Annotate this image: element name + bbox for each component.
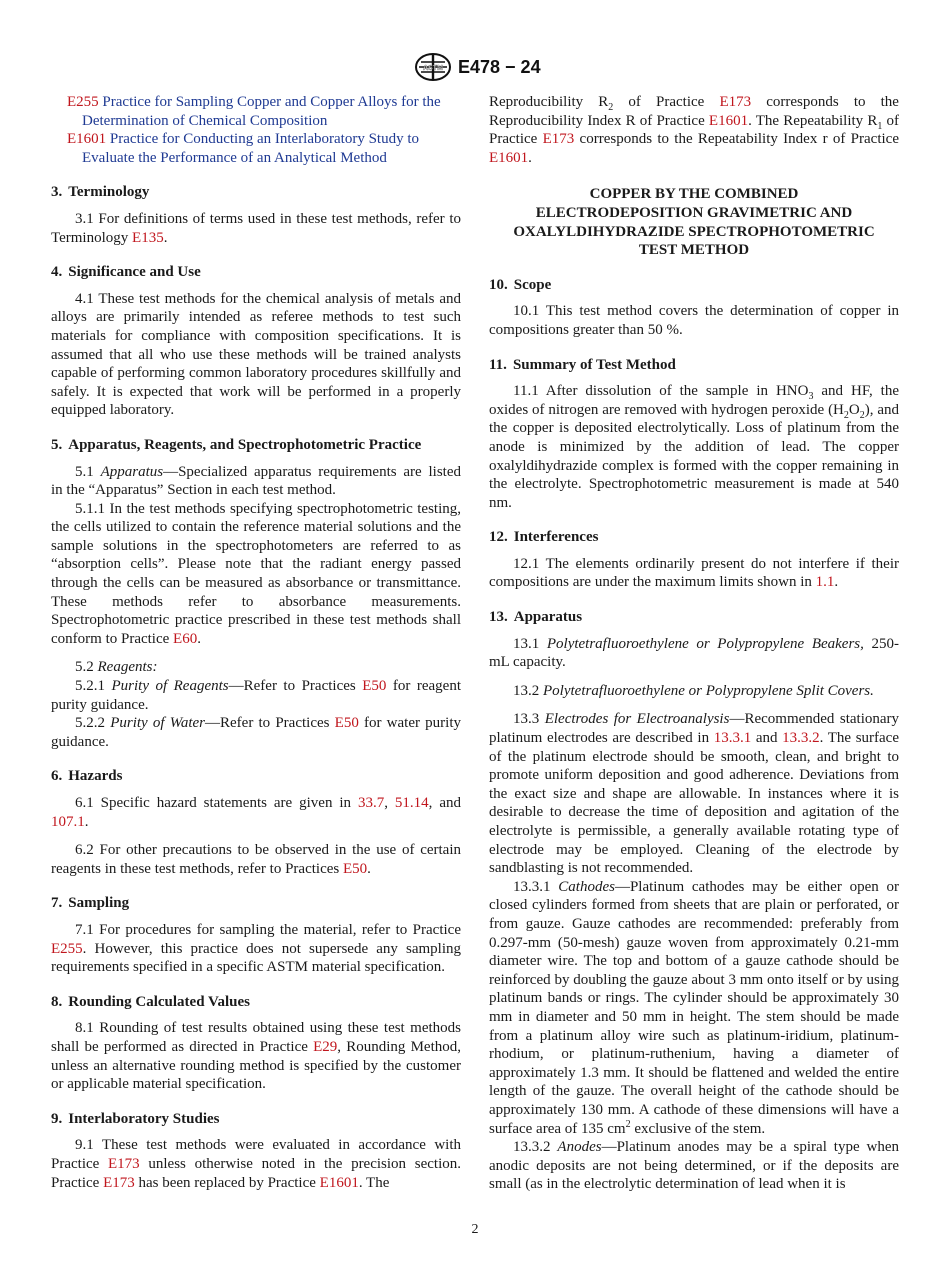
ref-link[interactable]: E135 <box>132 229 164 246</box>
paragraph: 5.2 Reagents: <box>75 659 158 676</box>
section-heading: 7. Sampling <box>51 895 130 912</box>
paragraph: 11.1 After dissolution of the sample in $HNO_3$ and HF, the oxides of nitrogen are removed with hydrogen peroxide $(H_2O_2)$, and the copper is deposited electrolytically. Loss of platinum from the anode is minimized by the addition of lead. The copper oxalyldihydrazide complex is formed with the copper remaining in the electrolyte. Spectrophotometric measurement is made at 540 nm. <box>489 383 900 511</box>
paragraph: 7.1 For procedures for sampling the material, refer to Practice E255. However, this practice does not supersede any sampling requirements specified in a specific ASTM material specification. <box>51 921 461 976</box>
page-number: 2 <box>471 1222 479 1237</box>
document-id: E478 − 24 <box>458 57 541 77</box>
ref-link[interactable]: E29 <box>313 1038 338 1055</box>
method-title: COPPER BY THE COMBINED ELECTRODEPOSITION GRAVIMETRIC AND OXALYLDIHYDRAZIDE SPECTROPHOTOMETRIC TEST METHOD <box>513 186 875 259</box>
ref-link[interactable]: E173 <box>103 1174 135 1191</box>
ref-link[interactable]: E1601 <box>319 1174 359 1191</box>
page-header <box>0 50 950 86</box>
paragraph: 13.3.2 Anodes—Platinum anodes may be a spiral type when anodic deposits are not being determined, or if the deposits are small (as in the electrolytic determination of lead when it is <box>489 1139 899 1193</box>
ref-link[interactable]: 1.1 <box>815 574 835 591</box>
ref-link[interactable]: 13.3.2 <box>782 730 820 747</box>
astm-logo-icon <box>414 52 452 82</box>
svg-text:ASTM: ASTM <box>423 65 443 72</box>
ref-link[interactable]: E1601 <box>708 112 749 129</box>
paragraph: 3.1 For definitions of terms used in these test methods, refer to Terminology E135. <box>51 210 461 246</box>
paragraph: 6.1 Specific hazard statements are given in 33.7, 51.14, and 107.1. <box>51 795 461 830</box>
section-heading: 13. Apparatus <box>489 609 583 626</box>
section-heading: 8. Rounding Calculated Values <box>51 993 250 1010</box>
paragraph: 13.2 Polytetrafluoroethylene or Polypropylene Split Covers. <box>513 682 874 699</box>
reference-e255: E255 Practice for Sampling Copper and Copper Alloys for the Determination of Chemical Composition <box>67 94 441 129</box>
right-column <box>489 93 899 1194</box>
section-heading: 10. Scope <box>489 276 552 293</box>
ref-link[interactable]: E50 <box>342 860 368 877</box>
ref-link[interactable]: 13.3.1 <box>713 730 752 747</box>
ref-link[interactable]: 51.14 <box>394 795 429 811</box>
paragraph: 6.2 For other precautions to be observed in the use of certain reagents in these test methods, refer to Practices E50. <box>51 842 461 877</box>
section-heading: 6. Hazards <box>51 768 123 785</box>
paragraph: 13.3 Electrodes for Electroanalysis—Recommended stationary platinum electrodes are described in 13.3.1 and 13.3.2. The surface of the platinum electrode should be smooth, clean, and bright to promote uniform deposition and good adherence. Deviations from the exact size and shape are allowable. In instances where it is desirable to decrease the time of deposition and agitation of the electrolyte is permissible, a generally available rotating type of electrode may be employed. Cleaning of the electrode by sandblasting is not recommended. <box>489 711 900 877</box>
ref-link[interactable]: E1601 <box>489 149 529 166</box>
section-heading: 12. Interferences <box>489 529 599 546</box>
ref-link[interactable]: E173 <box>719 94 752 110</box>
section-heading: 4. Significance and Use <box>51 264 201 281</box>
ref-link[interactable]: E50 <box>362 678 387 695</box>
ref-link[interactable]: 33.7 <box>357 795 385 811</box>
reference-e1601: E1601 Practice for Conducting an Interlaboratory Study to Evaluate the Performance of an Analytical Method <box>67 131 420 166</box>
section-heading: 5. Apparatus, Reagents, and Spectrophotometric Practice <box>51 436 422 453</box>
left-column <box>51 93 461 1192</box>
ref-link[interactable]: E60 <box>173 630 198 647</box>
section-heading: 3. Terminology <box>51 184 150 201</box>
paragraph: 9.1 These test methods were evaluated in accordance with Practice E173 unless otherwise noted in the precision section. Practice E173 has been replaced by Practice E1601. The <box>51 1137 461 1191</box>
paragraph: 5.1.1 In the test methods specifying spectrophotometric testing, the cells utilized to contain the reference material solutions and the sample solutions in the spectrophotometers are referred to as “absorption cells”. Please note that the radiant energy passed through the cells can be measured as absorbance or transmittance. These methods refer to absorbance measurements. Spectrophotometric practice prescribed in these test methods shall conform to Practice E60. <box>51 500 461 647</box>
ref-link[interactable]: E255 <box>51 940 83 957</box>
ref-link[interactable]: E1601 <box>67 131 107 148</box>
ref-link[interactable]: E255 <box>67 94 99 110</box>
section-heading: 9. Interlaboratory Studies <box>51 1110 220 1127</box>
ref-link[interactable]: E50 <box>334 715 359 732</box>
paragraph: 8.1 Rounding of test results obtained using these test methods shall be performed as directed in Practice E29, Rounding Method, unless an alternative rounding method is specified by the customer or applicable material specification. <box>51 1020 461 1093</box>
paragraph: 4.1 These test methods for the chemical analysis of metals and alloys are primarily intended as referee methods to test such materials for compliance with composition specifications. It is assumed that all who use these methods will be trained analysts capable of performing common laboratory procedures skillfully and safely. It is expected that work will be performed in a properly equipped laboratory. <box>51 290 461 419</box>
paragraph: 5.2.2 Purity of Water—Refer to Practices E50 for water purity guidance. <box>51 715 461 750</box>
ref-link[interactable]: 107.1 <box>51 813 85 830</box>
ref-link[interactable]: E173 <box>108 1155 140 1172</box>
paragraph: 12.1 The elements ordinarily present do not interfere if their compositions are under the maximum limits shown in 1.1. <box>489 555 899 591</box>
paragraph: 5.2.1 Purity of Reagents—Refer to Practices E50 for reagent purity guidance. <box>51 678 461 713</box>
section-heading: 11. Summary of Test Method <box>489 356 676 373</box>
paragraph: 5.1 Apparatus—Specialized apparatus requirements are listed in the “Apparatus” Section in each test method. <box>51 463 462 499</box>
ref-link[interactable]: E173 <box>542 131 575 148</box>
paragraph: Reproducibility $R_2$ of Practice E173 corresponds to the Reproducibility Index R of Practice E1601. The Repeatability $R_1$ of Practice E173 corresponds to the Repeatability Index r of Practice E1601. <box>489 94 900 166</box>
paragraph: 13.3.1 Cathodes—Platinum cathodes may be either open or closed cylinders formed from sheets that are plain or perforated, or from gauze. Gauze cathodes are recommended: preferably from 0.297-mm (50-mesh) gauze woven from approximately 0.21-mm diameter wire. The top and bottom of a gauze cathode should be reinforced by doubling the gauze about 3 mm onto itself or by using platinum bands or rings. The cylinder should be approximately 30 mm in diameter and 50 mm in height. The stem should be made from a platinum alloy wire such as platinum-iridium, platinum-rhodium, or platinum-ruthenium, having a diameter of approximately 1.3 mm. It should be flattened and welded the entire length of the gauze. The overall height of the cathode should be approximately 130 mm. A cathode of these dimensions will have a surface area of 135 $cm^2$ exclusive of the stem. <box>489 878 900 1137</box>
paragraph: 13.1 Polytetrafluoroethylene or Polypropylene Beakers, 250-mL capacity. <box>489 635 899 671</box>
paragraph: 10.1 This test method covers the determination of copper in compositions greater than 50 %. <box>489 303 899 338</box>
